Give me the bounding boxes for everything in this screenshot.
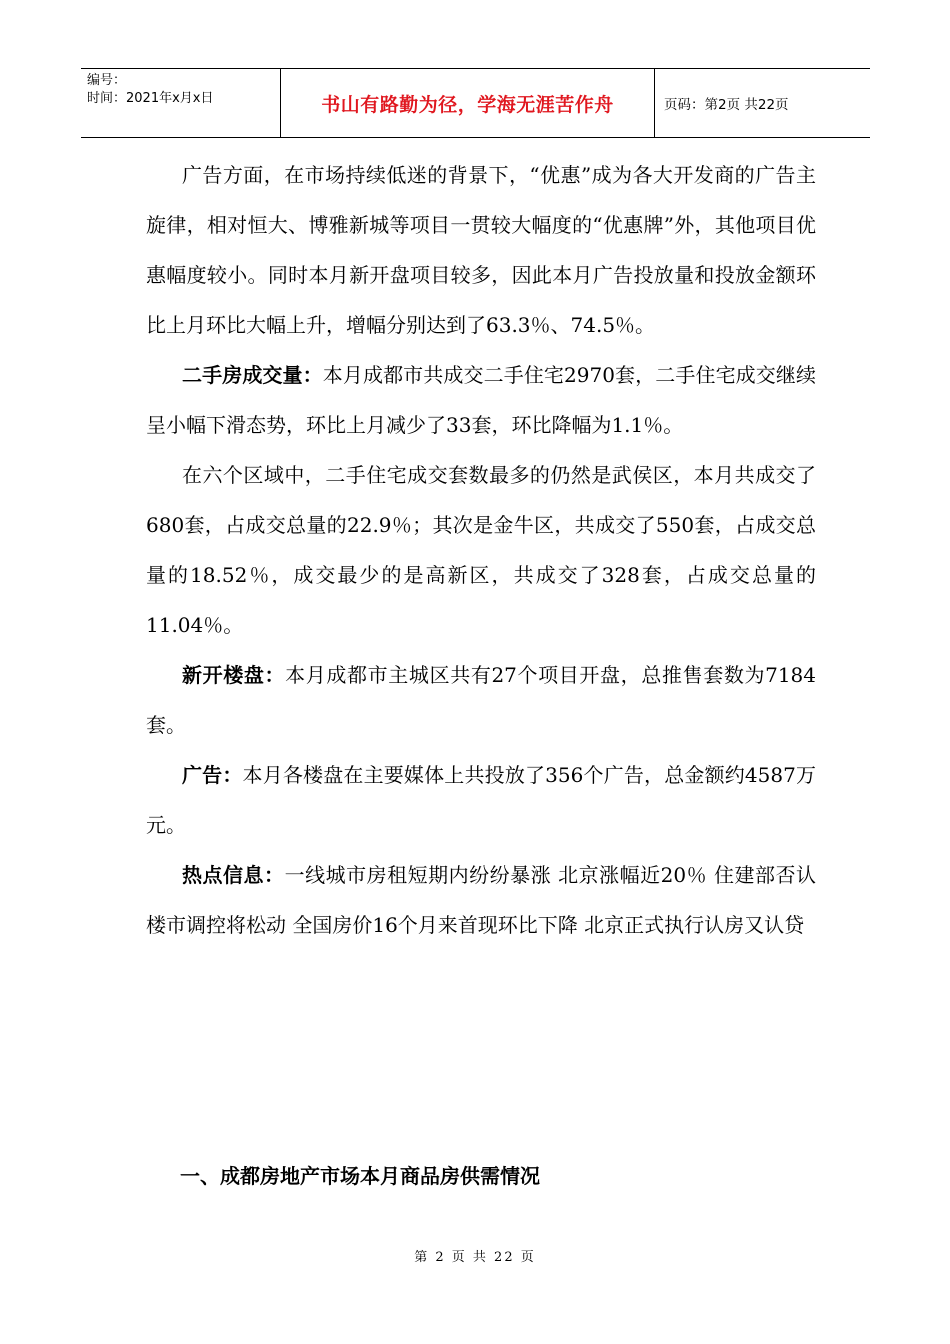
header-meta: [81, 69, 281, 137]
paragraph-lead: 广告：: [182, 763, 243, 787]
header-page-info: 页码：第2页 共22页: [664, 97, 789, 113]
page-footer: 第 2 页 共 22 页: [414, 1250, 536, 1265]
paragraph-text: 本月各楼盘在主要媒体上共投放了356个广告，总金额约4587万元。: [146, 763, 816, 837]
page-header: [81, 68, 870, 138]
paragraph-lead: 热点信息：: [182, 863, 285, 887]
paragraph-advertising-overview: [146, 150, 816, 350]
paragraph-text: 本月成都市共成交二手住宅2970套，二手住宅成交继续呈小幅下滑态势，环比上月减少了33套，环比降幅为1.1％。: [146, 363, 816, 437]
paragraph-lead: 新开楼盘：: [182, 663, 286, 687]
paragraph-hot-news: [146, 850, 816, 950]
header-motto-cell: [281, 69, 655, 137]
document-body: [146, 150, 816, 950]
paragraph-second-hand-volume: [146, 350, 816, 450]
document-number-label: 编号：: [87, 73, 127, 88]
paragraph-advertising: [146, 750, 816, 850]
paragraph-text: 在六个区域中，二手住宅成交套数最多的仍然是武侯区，本月共成交了680套，占成交总量的22.9％；其次是金牛区，共成交了550套，占成交总量的18.52％，成交最少的是高新区，共成交了328套，占成交总量的11.04％。: [146, 463, 816, 637]
paragraph-new-projects: [146, 650, 816, 750]
paragraph-text: 本月成都市主城区共有27个项目开盘，总推售套数为7184套。: [146, 663, 816, 737]
paragraph-text: 广告方面，在市场持续低迷的背景下，“优惠”成为各大开发商的广告主旋律，相对恒大、博雅新城等项目一贯较大幅度的“优惠牌”外，其他项目优惠幅度较小。同时本月新开盘项目较多，因此本月广告投放量和投放金额环比上月环比大幅上升，增幅分别达到了63.3％、74.5％。: [146, 163, 816, 337]
section-heading: 一、成都房地产市场本月商品房供需情况: [180, 1164, 540, 1188]
paragraph-district-breakdown: [146, 450, 816, 650]
paragraph-lead: 二手房成交量：: [182, 363, 323, 387]
document-time-label: 时间：2021年x月x日: [87, 91, 214, 106]
header-motto: 书山有路勤为径，学海无涯苦作舟: [321, 93, 614, 116]
header-page-info-cell: [655, 69, 870, 137]
paragraph-text: 一线城市房租短期内纷纷暴涨 北京涨幅近20％ 住建部否认楼市调控将松动 全国房价16个月来首现环比下降 北京正式执行认房又认贷: [146, 863, 817, 937]
